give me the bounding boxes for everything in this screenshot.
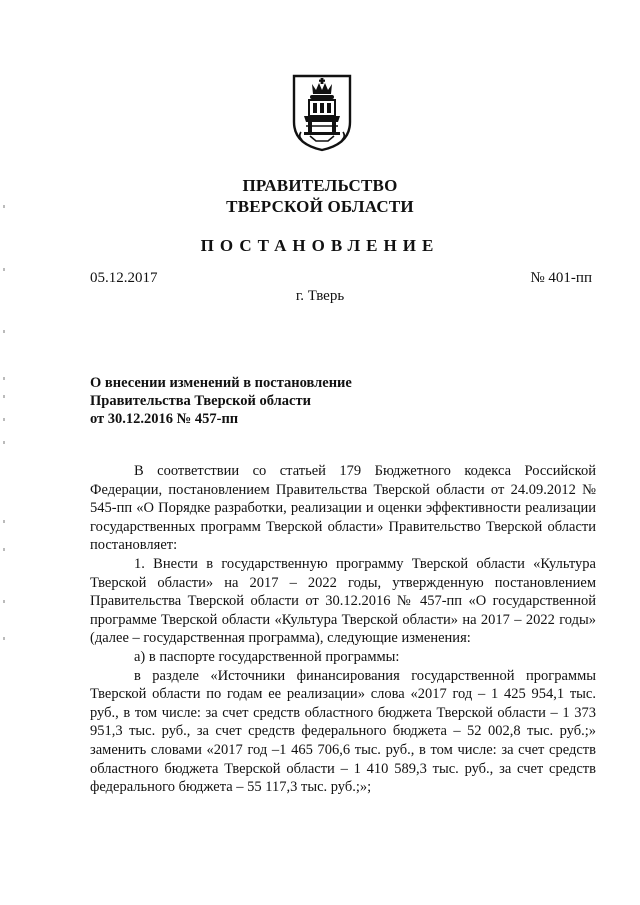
document-number: № 401-пп	[530, 270, 592, 286]
document-type-title: ПОСТАНОВЛЕНИЕ	[200, 236, 440, 255]
body-paragraph-subitem-a: а) в паспорте государственной программы:	[134, 648, 400, 665]
document-city: г. Тверь	[295, 288, 345, 304]
subject-line: Правительства Тверской области	[90, 393, 311, 409]
document-body	[90, 462, 596, 797]
subject-line: О внесении изменений в постановление	[90, 375, 352, 391]
scan-margin-marks	[3, 0, 7, 905]
organization-name-line2: ТВЕРСКОЙ ОБЛАСТИ	[226, 197, 414, 216]
subject-line: от 30.12.2016 № 457-пп	[90, 411, 239, 427]
body-paragraph-item-1: 1. Внести в государственную программу Тверской области «Культура Тверской области» на 2017 – 2022 годы, утвержденную постановлением Правительства Тверской области от 30.12.2016 № 457-пп «О государственной программе Тверской области «Культура Тверской области» на 2017 – 2022 годы» (далее – государственная программа), следующие изменения:	[90, 555, 596, 647]
document-subject	[90, 374, 352, 428]
organization-name-line1: ПРАВИТЕЛЬСТВО	[242, 176, 398, 195]
document-date: 05.12.2017	[90, 270, 158, 286]
body-paragraph-financing: в разделе «Источники финансирования государственной программы Тверской области по годам ее реализации» слова «2017 год – 1 425 954,1 тыс. руб., в том числе: за счет средств областного бюджета Тверской области – 1 373 951,3 тыс. руб., за счет средств федерального бюджета – 52 002,8 тыс. руб.;» заменить словами «2017 год –1 465 706,6 тыс. руб., в том числе: за счет средств областного бюджета Тверской области – 1 410 589,3 тыс. руб., за счет средств федерального бюджета – 55 117,3 тыс. руб.;»;	[90, 667, 596, 796]
tver-coat-of-arms-icon	[292, 74, 352, 152]
body-paragraph-preamble: В соответствии со статьей 179 Бюджетного кодекса Российской Федерации, постановлением Правительства Тверской области от 24.09.2012 № 545-пп «О Порядке разработки, реализации и оценки эффективности реализации государственных программ Тверской области» Правительство Тверской области постановляет:	[90, 463, 596, 554]
